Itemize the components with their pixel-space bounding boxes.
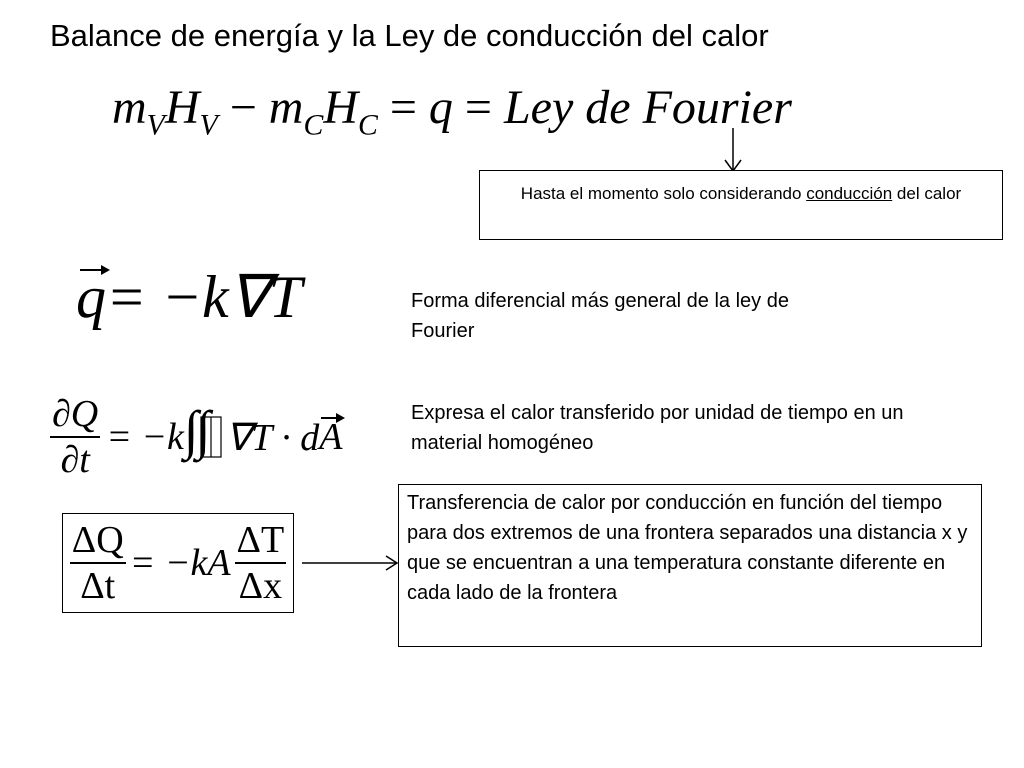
subscript-v: V <box>199 108 218 142</box>
subscript-v: V <box>146 108 165 142</box>
subscript-c: C <box>303 108 324 142</box>
subscript-c: C <box>357 108 378 142</box>
note-underlined: conducción <box>806 184 893 203</box>
integral-equation <box>50 392 342 482</box>
minus-sign: − <box>217 81 269 134</box>
delta-t-fraction <box>235 518 287 608</box>
finite-form-description-box: Transferencia de calor por conducción en función del tiempo para dos extremos de una frontera separados una distancia x y que se encuentran a una temperatura constante diferente en cada lado de la frontera <box>398 484 982 647</box>
finite-middle: = −kA <box>129 542 231 584</box>
energy-balance-equation <box>112 80 792 142</box>
fraction-numerator: ∂Q <box>52 393 99 435</box>
fourier-general-description: Forma diferencial más general de la ley de Fourier <box>411 290 789 342</box>
fourier-vector-equation <box>76 262 302 332</box>
slide-title: Balance de energía y la Ley de conducción del calor <box>50 18 769 53</box>
mass-flow-c: m <box>268 81 304 134</box>
integral-middle: = −k <box>106 416 184 458</box>
integrand: ∇T · d <box>225 416 320 459</box>
fraction-denominator: ∂t <box>50 436 100 482</box>
equals-sign: = <box>377 81 429 134</box>
note-text: Hasta el momento solo considerando <box>520 184 807 203</box>
finite-difference-equation <box>62 513 294 613</box>
partial-fraction <box>50 392 100 482</box>
double-integral-icon: ∫ ∫ <box>183 400 211 460</box>
mass-flow-v: m <box>112 81 147 134</box>
equals-sign: = <box>452 81 504 134</box>
right-arrow-icon <box>300 553 400 573</box>
enthalpy-v: H <box>164 81 200 134</box>
note-text-end: del calor <box>892 184 962 203</box>
integral-description: Expresa el calor transferido por unidad de tiempo en un material homogéneo <box>411 402 904 454</box>
conduction-note-box <box>479 170 1003 240</box>
fourier-law-text: Ley de Fourier <box>503 81 792 134</box>
fraction-numerator: ΔT <box>236 519 285 561</box>
fourier-rhs: = −k∇T <box>106 264 303 330</box>
fraction-denominator: Δt <box>70 562 126 608</box>
delta-q-fraction <box>70 518 126 608</box>
area-vector: A <box>319 416 343 458</box>
fraction-numerator: ΔQ <box>71 519 124 561</box>
heat-q: q <box>428 81 453 134</box>
enthalpy-c: H <box>323 81 358 134</box>
heat-flux-vector: q <box>76 264 106 330</box>
fraction-denominator: Δx <box>235 562 287 608</box>
down-arrow-icon <box>722 128 744 174</box>
